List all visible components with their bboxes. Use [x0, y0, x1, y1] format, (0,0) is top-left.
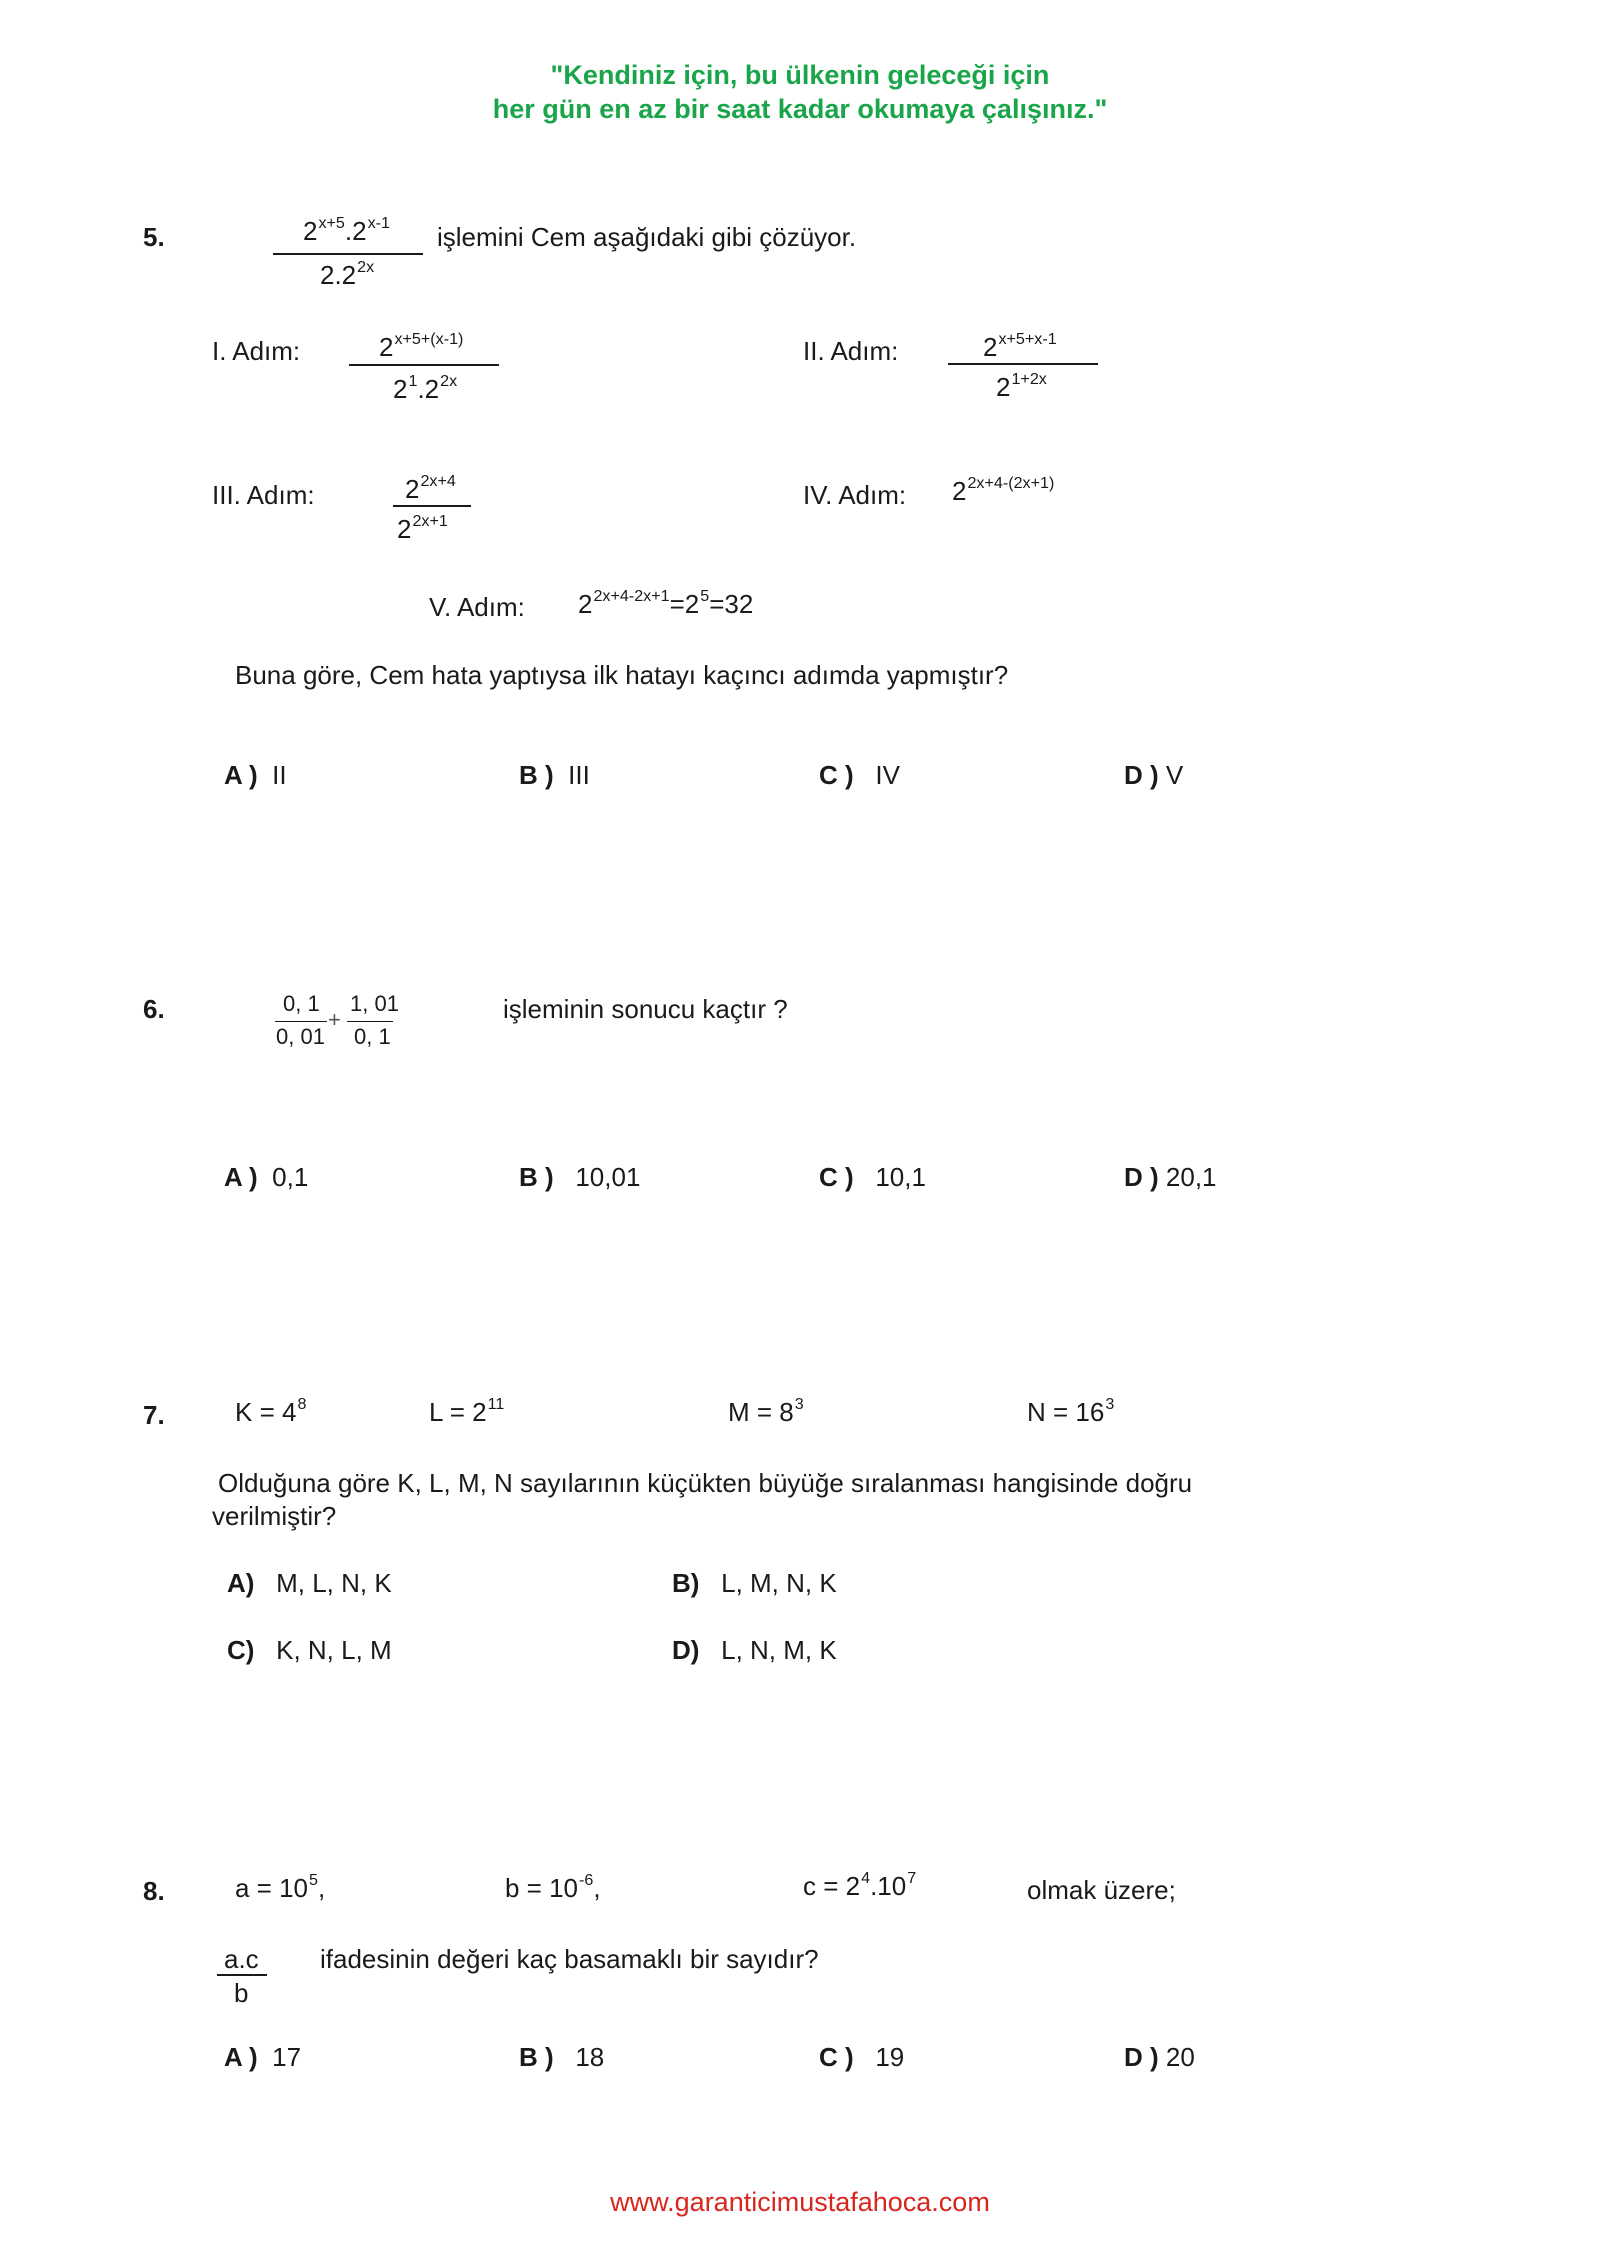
step-4-label: IV. Adım:: [803, 480, 907, 510]
option-d[interactable]: D ) 20: [1124, 2042, 1195, 2072]
plus-sign: +: [328, 1007, 341, 1032]
step-3-label: III. Adım:: [212, 480, 315, 510]
option-a[interactable]: A ) 0,1: [224, 1162, 309, 1192]
question-number: 8.: [143, 1876, 165, 1906]
expression-numerator: $2^{x+5}.2^{x-1}$: [303, 213, 390, 246]
step-5-expression: $2^{2x+4-2x+1}=2^5=32$: [578, 586, 754, 619]
fraction-bar: [217, 1974, 267, 1976]
question-number: 6.: [143, 994, 165, 1024]
option-a[interactable]: A) M, L, N, K: [227, 1568, 392, 1598]
question-text-line2: verilmiştir?: [212, 1501, 337, 1531]
step-1-denominator: $2^1.2^{2x}$: [393, 371, 458, 404]
option-b[interactable]: B ) 18: [519, 2042, 605, 2072]
l-definition: $L = 2^{11}$: [429, 1394, 505, 1427]
fraction-bar: [275, 1021, 327, 1022]
option-c[interactable]: C ) 10,1: [819, 1162, 926, 1192]
fraction-numerator: a.c: [224, 1944, 259, 1974]
fraction-bar: [393, 505, 471, 507]
option-c[interactable]: C ) IV: [819, 760, 900, 790]
question-number: 5.: [143, 222, 165, 252]
expression-denominator: $2.2^{2x}$: [320, 257, 375, 290]
option-d[interactable]: D ) V: [1124, 760, 1184, 790]
m-definition: $M = 8^3$: [728, 1394, 804, 1427]
k-definition: $K = 4^8$: [235, 1394, 307, 1427]
step-2-numerator: $2^{x+5+x-1}$: [983, 329, 1057, 362]
fraction-bar: [273, 253, 423, 255]
fraction-bar: [349, 364, 499, 366]
option-b[interactable]: B ) III: [519, 760, 590, 790]
option-b[interactable]: B) L, M, N, K: [672, 1568, 837, 1598]
footer-website-link[interactable]: www.garanticimustafahoca.com: [610, 2187, 990, 2217]
option-a[interactable]: A ) 17: [224, 2042, 302, 2072]
option-c[interactable]: C ) 19: [819, 2042, 905, 2072]
question-text: Buna göre, Cem hata yaptıysa ilk hatayı kaçıncı adımda yapmıştır?: [235, 660, 1009, 690]
question-text: ifadesinin değeri kaç basamaklı bir sayıdır?: [320, 1944, 819, 1974]
step-2-label: II. Adım:: [803, 336, 899, 366]
option-d[interactable]: D) L, N, M, K: [672, 1635, 837, 1665]
n-definition: $N = 16^3$: [1027, 1394, 1115, 1427]
question-text-line1: Olduğuna göre K, L, M, N sayılarının küçükten büyüğe sıralanması hangisinde doğru: [218, 1468, 1193, 1498]
option-c[interactable]: C) K, N, L, M: [227, 1635, 392, 1665]
option-b[interactable]: B ) 10,01: [519, 1162, 641, 1192]
fraction-1-denominator: 0, 01: [276, 1024, 325, 1049]
fraction-2-numerator: 1, 01: [350, 991, 399, 1016]
fraction-1-numerator: 0, 1: [283, 991, 320, 1016]
step-3-denominator: $2^{2x+1}$: [397, 511, 448, 544]
a-definition: $a = 10^5$,: [235, 1870, 326, 1903]
fraction-bar: [948, 363, 1098, 365]
step-5-label: V. Adım:: [429, 592, 525, 622]
step-1-label: I. Adım:: [212, 336, 301, 366]
option-d[interactable]: D ) 20,1: [1124, 1162, 1217, 1192]
step-2-denominator: $2^{1+2x}$: [996, 369, 1047, 402]
header-quote-line1: "Kendiniz için, bu ülkenin geleceği için: [550, 60, 1050, 90]
fraction-denominator: b: [234, 1978, 249, 2008]
question-text: işleminin sonucu kaçtır ?: [503, 994, 788, 1024]
step-1-numerator: $2^{x+5+(x-1)}$: [379, 329, 464, 362]
question-number: 7.: [143, 1400, 165, 1430]
b-definition: $b = 10^{-6}$,: [505, 1870, 601, 1903]
step-4-expression: $2^{2x+4-(2x+1)}$: [952, 473, 1055, 506]
option-a[interactable]: A ) II: [224, 760, 287, 790]
question-intro: işlemini Cem aşağıdaki gibi çözüyor.: [437, 222, 857, 252]
c-definition: $c = 2^4.10^7$: [803, 1868, 917, 1901]
step-3-numerator: $2^{2x+4}$: [405, 471, 456, 504]
header-quote-line2: her gün en az bir saat kadar okumaya çalışınız.": [492, 94, 1108, 124]
condition-text: olmak üzere;: [1027, 1875, 1176, 1905]
fraction-bar: [347, 1021, 393, 1022]
fraction-2-denominator: 0, 1: [354, 1024, 391, 1049]
